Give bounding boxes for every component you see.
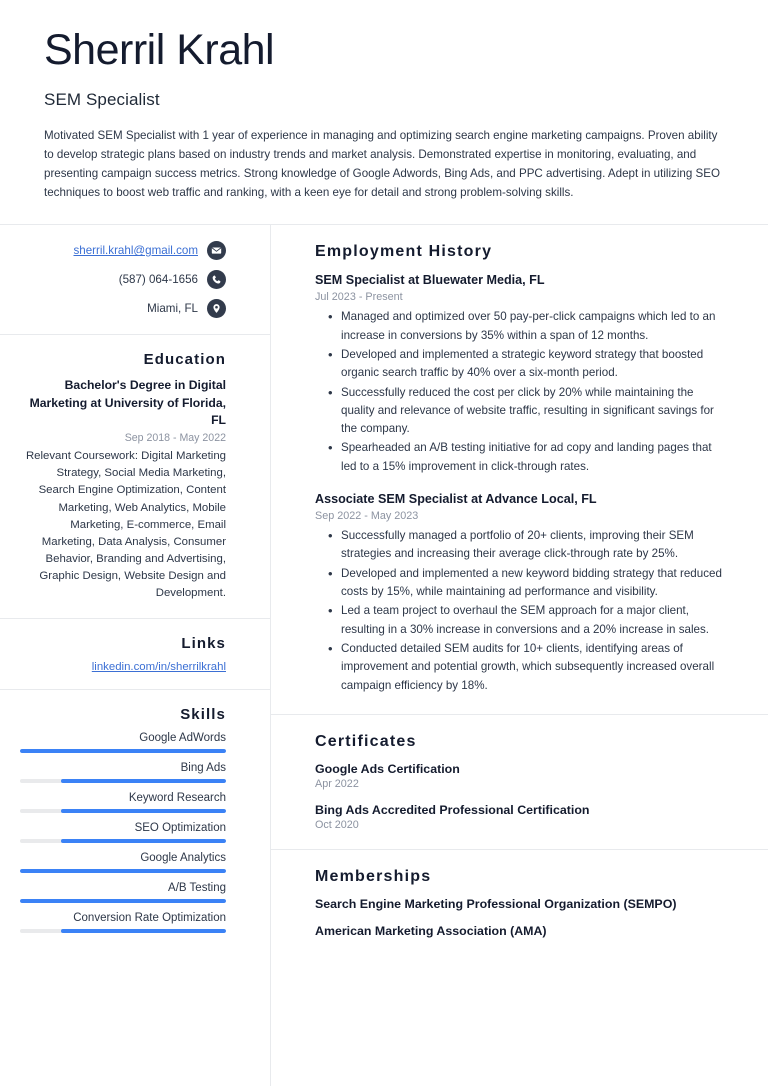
certificates-heading: Certificates — [315, 732, 417, 750]
skill-label: SEO Optimization — [134, 822, 226, 835]
main-spacer — [271, 956, 768, 1086]
certificate-entry — [315, 803, 724, 831]
skill-progress-fill — [61, 809, 226, 813]
skill-label: Bing Ads — [180, 762, 226, 775]
contact-email-value[interactable]: sherril.krahl@gmail.com — [73, 244, 198, 258]
certificate-date: Oct 2020 — [315, 818, 359, 831]
skill-progress-fill — [61, 779, 226, 783]
memberships-heading: Memberships — [315, 867, 432, 885]
memberships-block — [271, 850, 768, 956]
certificate-entry — [315, 762, 724, 790]
bullet-item: • Successfully managed a portfolio of 20+ clients, improving their SEM strategies and increasing their average click-through rate by 25%. — [341, 527, 724, 564]
employment-history-heading: Employment History — [315, 243, 493, 261]
certificate-date: Apr 2022 — [315, 777, 359, 790]
bullet-item: • Spearheaded an A/B testing initiative for ad copy and landing pages that led to a 15% improvement in click-through rates. — [341, 439, 724, 476]
skill-item — [20, 852, 226, 873]
professional-summary: Motivated SEM Specialist with 1 year of experience in managing and optimizing search engine marketing campaigns. Proven ability to develop strategic plans based on industry trends and market analysis. Demonstrated expertise in monitoring, evaluating, and presenting campaign success metrics. Strong knowledge of Google Adwords, Bing Ads, and PPC advertising. Adept in utilizing SEO techniques to boost web traffic and ranking, with a keen eye for detail and strong problem-solving skills. — [44, 129, 721, 199]
education-date: Sep 2018 - May 2022 — [124, 432, 226, 445]
employment-history-block — [271, 225, 768, 715]
skill-item — [20, 762, 226, 783]
skill-progress-fill — [61, 929, 226, 933]
skill-progress-track — [20, 869, 226, 873]
certificate-title: Google Ads Certification — [315, 761, 460, 776]
education-degree: Bachelor's Degree in Digital Marketing at University of Florida, FL — [29, 378, 226, 427]
contact-phone-value: (587) 064-1656 — [118, 273, 198, 287]
contact-phone-row[interactable] — [20, 270, 226, 289]
skill-label: A/B Testing — [168, 882, 226, 895]
contact-email-row[interactable] — [20, 241, 226, 260]
membership-item: American Marketing Association (AMA) — [315, 923, 547, 938]
contact-location-value: Miami, FL — [147, 302, 198, 316]
bullet-item: • Developed and implemented a new keyword bidding strategy that reduced costs by 15%, while maintaining ad performance and visibility. — [341, 565, 724, 602]
employment-bullets — [315, 527, 724, 695]
certificates-block — [271, 715, 768, 850]
resume-body — [0, 225, 768, 1086]
employment-entry — [315, 272, 724, 476]
skill-label: Keyword Research — [128, 792, 226, 805]
employment-title: Associate SEM Specialist at Advance Local, FL — [315, 492, 597, 507]
phone-icon — [207, 270, 226, 289]
link-item-linkedin[interactable]: linkedin.com/in/sherrilkrahl — [91, 661, 226, 674]
skill-progress-track — [20, 929, 226, 933]
employment-date: Jul 2023 - Present — [315, 291, 403, 304]
education-heading: Education — [143, 351, 226, 369]
contact-block — [0, 225, 270, 335]
employment-title: SEM Specialist at Bluewater Media, FL — [315, 273, 545, 288]
bullet-item: • Successfully reduced the cost per click by 20% while maintaining the quality and relevance of website traffic, resulting in significant savings for the company. — [341, 384, 724, 439]
membership-item: Search Engine Marketing Professional Organization (SEMPO) — [315, 896, 677, 911]
skill-label: Conversion Rate Optimization — [73, 912, 226, 925]
links-block — [0, 619, 270, 690]
bullet-item: • Conducted detailed SEM audits for 10+ clients, identifying areas of improvement and potential growth, which subsequently increased overall campaign efficiency by 18%. — [341, 640, 724, 695]
skill-progress-fill — [20, 869, 226, 873]
skill-progress-fill — [20, 749, 226, 753]
contact-location-row — [20, 299, 226, 318]
skill-label: Google AdWords — [139, 732, 226, 745]
skill-item — [20, 912, 226, 933]
skill-progress-track — [20, 779, 226, 783]
sidebar — [0, 225, 271, 1086]
skill-item — [20, 792, 226, 813]
skill-progress-track — [20, 749, 226, 753]
skill-progress-track — [20, 839, 226, 843]
skill-progress-track — [20, 809, 226, 813]
candidate-name: Sherril Krahl — [44, 26, 275, 74]
skill-item — [20, 822, 226, 843]
skill-progress-fill — [61, 839, 226, 843]
employment-date: Sep 2022 - May 2023 — [315, 510, 419, 523]
bullet-item: • Developed and implemented a strategic keyword strategy that boosted organic search traffic by 40% over a six-month period. — [341, 346, 724, 383]
candidate-job-title: SEM Specialist — [44, 90, 160, 110]
bullet-item: • Led a team project to overhaul the SEM approach for a major client, resulting in a 30% increase in conversions and a 20% increase in sales. — [341, 602, 724, 639]
employment-entry — [315, 491, 724, 695]
skill-label: Google Analytics — [140, 852, 226, 865]
employment-bullets — [315, 308, 724, 476]
education-description: Relevant Coursework: Digital Marketing Strategy, Social Media Marketing, Search Engine Optimization, Content Marketing, Web Analytics, Mobile Marketing, E-commerce, Email Marketing, Data Analysis, Consumer Behavior, Branding and Advertising, Graphic Design, Website Design and Development. — [25, 450, 226, 600]
skill-item — [20, 882, 226, 903]
certificate-title: Bing Ads Accredited Professional Certification — [315, 802, 590, 817]
main-content — [271, 225, 768, 1086]
skill-item — [20, 732, 226, 753]
bullet-item: • Managed and optimized over 50 pay-per-click campaigns which led to an increase in conversions by 35% within a span of 12 months. — [341, 308, 724, 345]
envelope-icon — [207, 241, 226, 260]
skills-block — [0, 690, 270, 949]
map-pin-icon — [207, 299, 226, 318]
skills-heading: Skills — [180, 706, 226, 724]
skill-progress-fill — [20, 899, 226, 903]
skill-progress-track — [20, 899, 226, 903]
links-heading: Links — [181, 635, 226, 653]
resume-header — [0, 0, 768, 225]
education-block — [0, 335, 270, 619]
